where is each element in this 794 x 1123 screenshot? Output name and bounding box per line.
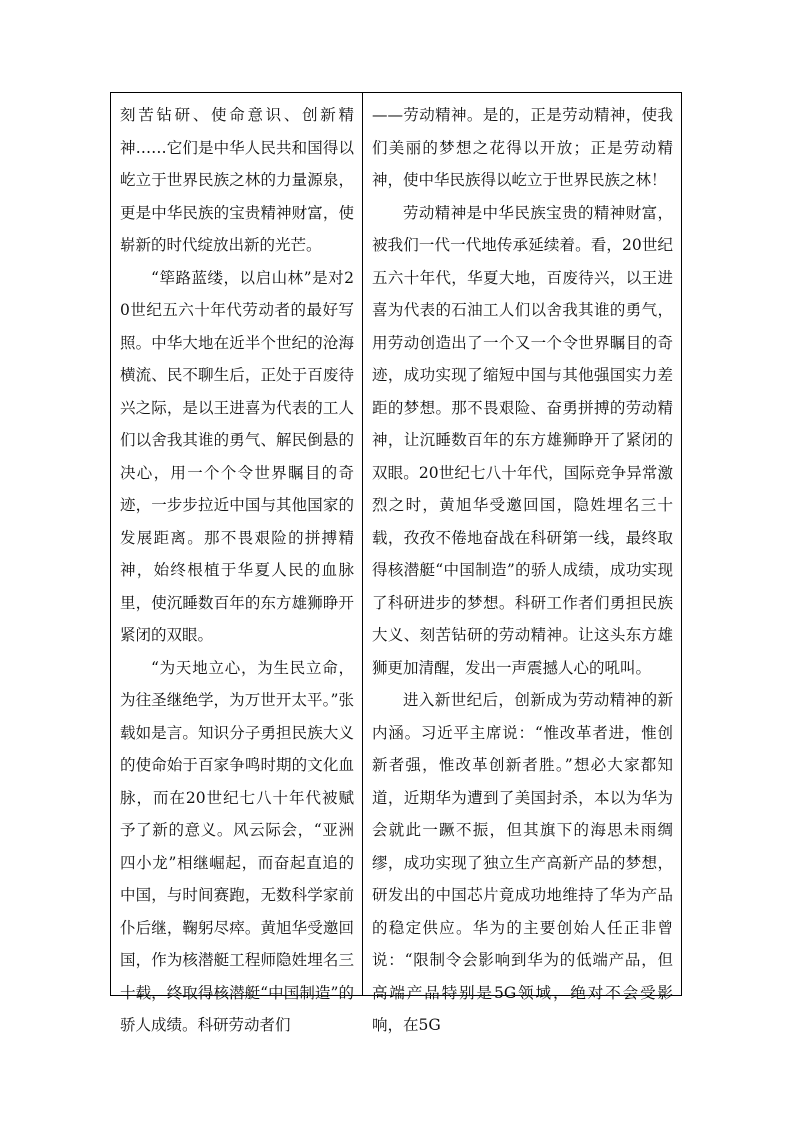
right-paragraph-1: ——劳动精神。是的，正是劳动精神，使我们美丽的梦想之花得以开放；正是劳动精神，使中华民族得以屹立于世界民族之林！ bbox=[372, 106, 673, 189]
left-column bbox=[111, 93, 363, 1034]
right-column bbox=[363, 93, 681, 1034]
left-paragraph-3: “为天地立心，为生民立命，为往圣继绝学，为万世开太平。”张载如是言。知识分子勇担民族大义的使命始于百家争鸣时期的文化血脉，而在20世纪七八十年代被赋予了新的意义。风云际会，“亚洲四小龙”相继崛起，而奋起直追的中国，与时间赛跑，无数科学家前仆后继，鞠躬尽瘁。黄旭华受邀回国，作为核潜艇工程师隐姓埋名三十载，终取得核潜艇“中国制造”的骄人成绩。科研劳动者们 bbox=[120, 658, 354, 1034]
right-paragraph-3: 进入新世纪后，创新成为劳动精神的新内涵。习近平主席说：“惟改革者进，惟创新者强，惟改革创新者胜。”想必大家都知道，近期华为遭到了美国封杀，本以为华为会就此一蹶不振，但其旗下的海思未雨绸缪，成功实现了独立生产高新产品的梦想，研发出的中国芯片竟成功地维持了华为产品的稳定供应。华为的主要创始人任正非曾说：“限制令会影响到华为的低端产品，但高端产品特别是5G领域，绝对不会受影响，在5G bbox=[372, 691, 673, 1034]
right-paragraph-2: 劳动精神是中华民族宝贵的精神财富，被我们一代一代地传承延续着。看，20世纪五六十年代，华夏大地，百废待兴，以王进喜为代表的石油工人们以舍我其谁的勇气，用劳动创造出了一个又一个令世界瞩目的奇迹，成功实现了缩短中国与其他强国实力差距的梦想。那不畏艰险、奋勇拼搏的劳动精神，让沉睡数百年的东方雄狮睁开了紧闭的双眼。20世纪七八十年代，国际竞争异常激烈之时，黄旭华受邀回国，隐姓埋名三十载，孜孜不倦地奋战在科研第一线，最终取得核潜艇“中国制造”的骄人成绩，成功实现了科研进步的梦想。科研工作者们勇担民族大义、刻苦钻研的劳动精神。让这头东方雄狮更加清醒，发出一声震撼人心的吼叫。 bbox=[372, 203, 673, 677]
left-paragraph-1: 刻苦钻研、使命意识、创新精神……它们是中华人民共和国得以屹立于世界民族之林的力量源泉，更是中华民族的宝贵精神财富，使崭新的时代绽放出新的光芒。 bbox=[120, 106, 354, 254]
essay-table bbox=[110, 92, 682, 1034]
left-paragraph-2: “筚路蓝缕，以启山林”是对20世纪五六十年代劳动者的最好写照。中华大地在近半个世纪的沧海横流、民不聊生后，正处于百废待兴之际，是以王进喜为代表的工人们以舍我其谁的勇气、解民倒悬的决心，用一个个令世界瞩目的奇迹，一步步拉近中国与其他国家的发展距离。那不畏艰险的拼搏精神，始终根植于华夏人民的血脉里，使沉睡数百年的东方雄狮睁开紧闭的双眼。 bbox=[120, 268, 354, 644]
